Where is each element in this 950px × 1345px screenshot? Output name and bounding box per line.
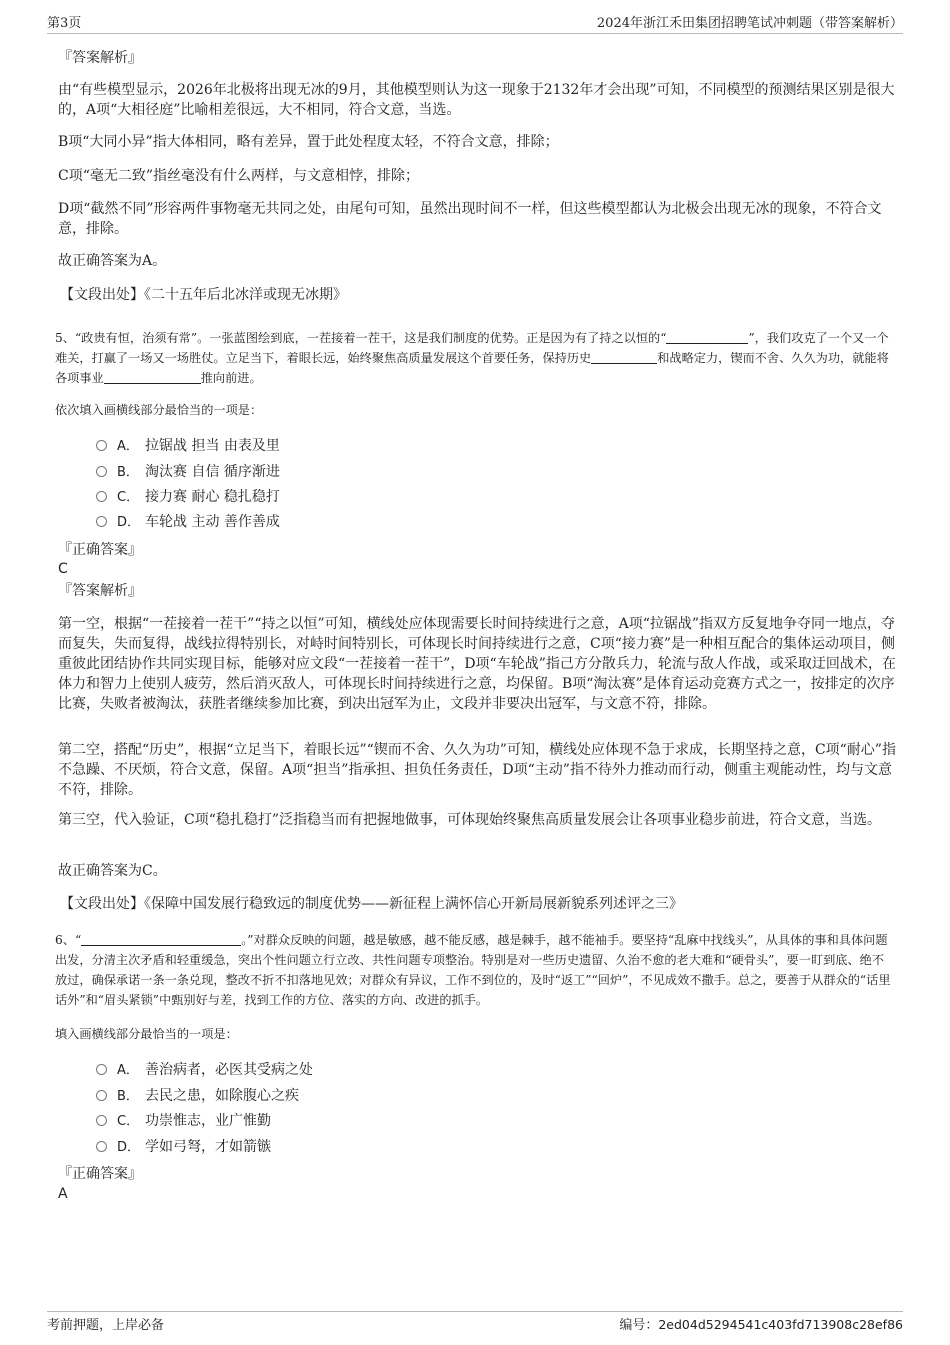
q5-option-a[interactable] xyxy=(96,436,280,457)
radio-icon[interactable] xyxy=(96,1064,107,1075)
option-text: 接力赛 耐心 稳扎稳打 xyxy=(145,489,280,505)
radio-icon[interactable] xyxy=(96,466,107,477)
header-divider xyxy=(47,33,903,34)
q4-analysis-p1: 由“有些模型显示，2026年北极将出现无冰的9月，其他模型则认为这一现象于2132年才会出现”可知，不同模型的预测结果区别是很大的，A项“大相径庭”比喻相差很远，大不相同，符合文意，当选。 xyxy=(58,82,895,118)
option-letter: B． xyxy=(117,465,139,480)
option-text: 车轮战 主动 善作善成 xyxy=(145,514,280,530)
q6-answer-label: 『正确答案』 xyxy=(58,1166,142,1182)
q5-stem-part1: 5、“政贵有恒，治须有常”。一张蓝图绘到底，一茬接着一茬干，这是我们制度的优势。正是因为有了持之以恒的“ xyxy=(55,331,667,345)
footer-code-label: 编号： xyxy=(619,1318,659,1333)
footer-code-value: 2ed04d5294541c403fd713908c28ef86 xyxy=(658,1317,903,1332)
radio-icon[interactable] xyxy=(96,1141,107,1152)
radio-icon[interactable] xyxy=(96,440,107,451)
q5-option-c[interactable] xyxy=(96,487,280,508)
q5-stem xyxy=(55,328,896,388)
q5-source: 【文段出处】《保障中国发展行稳致远的制度优势——新征程上满怀信心开新局展新貌系列述评之三》 xyxy=(60,896,683,912)
option-text: 去民之患，如除腹心之疾 xyxy=(145,1088,299,1104)
q5-stem-part2: ”，我们攻克了一个又一个难关，打赢了一场又一场胜仗。立足当下，着眼长远，始终聚焦高质量发展这个首要任务，保持历史 xyxy=(55,331,889,365)
q6-prompt: 填入画横线部分最恰当的一项是： xyxy=(55,1027,238,1041)
q4-analysis-label: 『答案解析』 xyxy=(58,50,142,66)
option-letter: C． xyxy=(117,1114,140,1129)
option-letter: A． xyxy=(117,439,139,454)
q6-option-b[interactable] xyxy=(96,1086,299,1107)
q6-stem-part2: 。”对群众反映的问题，越是敏感，越不能反感，越是棘手，越不能袖手。要坚持“乱麻中找线头”，从具体的事和具体问题出发，分清主次矛盾和轻重缓急，突出个性问题立行立改、共性问题专项整治。特别是对一些历史遗留、久治不愈的老大难和“硬骨头”，要一盯到底、绝不放过，确保承诺一条一条兑现，整改不折不扣落地见效；对群众有异议，工作不到位的，及时“返工”“回炉”，不见成效不撒手。总之，要善于从群众的“话里话外”和“眉头紧锁”中甄别好与差，找到工作的方位、落实的方向、改进的抓手。 xyxy=(55,933,891,1007)
q6-answer: A xyxy=(58,1186,68,1202)
q5-analysis-p1: 第一空，根据“一茬接着一茬干”“持之以恒”可知，横线处应体现需要长时间持续进行之意，A项“拉锯战”指双方反复地争夺同一地点，夺而复失，失而复得，战线拉得特别长，对峙时间特别长，可体现长时间持续进行之意，C项“接力赛”是一种相互配合的集体运动项目，侧重彼此团结协作共同实现目标，能够对应文段“一茬接着一茬干”，D项“车轮战”指己方分散兵力，轮流与敌人作战，或采取迂回战术，在体力和智力上使别人疲劳，然后消灭敌人，可体现长时间持续进行之意，均保留。B项“淘汰赛”是体育运动竞赛方式之一，按排定的次序比赛，失败者被淘汰，获胜者继续参加比赛，到决出冠军为止，文段并非要决出冠军，与文意不符，排除。 xyxy=(58,616,896,712)
q5-blank-3 xyxy=(104,370,201,384)
q5-prompt: 依次填入画横线部分最恰当的一项是： xyxy=(55,403,263,417)
q5-stem-part3: 和战略定力，锲而不舍、久久为功，就能将各项事业 xyxy=(55,351,889,385)
q5-analysis-p2: 第二空，搭配“历史”，根据“立足当下，着眼长远”“锲而不舍、久久为功”可知，横线处应体现不急于求成，长期坚持之意，C项“耐心”指不急躁、不厌烦，符合文意，保留。A项“担当”指承担、担负任务责任，D项“主动”指不待外力推动而行动，侧重主观能动性，均与文意不符，排除。 xyxy=(58,742,896,798)
q5-blank-2 xyxy=(591,350,657,364)
q5-conclusion: 故正确答案为C。 xyxy=(58,863,167,879)
q6-blank xyxy=(81,932,241,946)
q4-analysis-p4: D项“截然不同”形容两件事物毫无共同之处，由尾句可知，虽然出现时间不一样，但这些模型都认为北极会出现无冰的现象，不符合文意，排除。 xyxy=(58,201,882,237)
option-text: 功崇惟志，业广惟勤 xyxy=(145,1113,271,1129)
option-text: 拉锯战 担当 由表及里 xyxy=(145,438,280,454)
option-letter: B． xyxy=(117,1089,139,1104)
footer-code xyxy=(619,1314,903,1333)
q5-analysis-label: 『答案解析』 xyxy=(58,583,142,599)
document-title: 2024年浙江禾田集团招聘笔试冲刺题（带答案解析） xyxy=(596,16,903,31)
option-text: 淘汰赛 自信 循序渐进 xyxy=(145,464,280,480)
option-letter: A． xyxy=(117,1063,139,1078)
radio-icon[interactable] xyxy=(96,516,107,527)
q4-analysis-p2: B项“大同小异”指大体相同，略有差异，置于此处程度太轻，不符合文意，排除； xyxy=(58,134,559,150)
q4-analysis-p3: C项“毫无二致”指丝毫没有什么两样，与文意相悖，排除； xyxy=(58,168,420,184)
q6-option-a[interactable] xyxy=(96,1060,313,1081)
radio-icon[interactable] xyxy=(96,1115,107,1126)
q6-stem-part1: 6、“ xyxy=(55,933,82,947)
option-text: 善治病者，必医其受病之处 xyxy=(145,1062,313,1078)
option-letter: C． xyxy=(117,490,140,505)
footer-divider xyxy=(47,1311,903,1312)
q6-option-d[interactable] xyxy=(96,1137,271,1158)
q6-stem xyxy=(55,930,896,1010)
footer-slogan: 考前押题，上岸必备 xyxy=(47,1318,165,1333)
q5-analysis-p3: 第三空，代入验证，C项“稳扎稳打”泛指稳当而有把握地做事，可体现始终聚焦高质量发展会让各项事业稳步前进，符合文意，当选。 xyxy=(58,812,882,828)
option-text: 学如弓弩，才如箭镞 xyxy=(145,1139,271,1155)
q5-answer: C xyxy=(58,561,68,577)
q5-blank-1 xyxy=(666,330,748,344)
q5-option-d[interactable] xyxy=(96,512,280,533)
q4-source: 【文段出处】《二十五年后北冰洋或现无冰期》 xyxy=(60,287,347,303)
page-number: 第3页 xyxy=(47,16,82,31)
radio-icon[interactable] xyxy=(96,1090,107,1101)
q5-option-b[interactable] xyxy=(96,462,280,483)
option-letter: D． xyxy=(117,515,141,530)
q6-option-c[interactable] xyxy=(96,1111,271,1132)
option-letter: D． xyxy=(117,1140,141,1155)
radio-icon[interactable] xyxy=(96,491,107,502)
q5-answer-label: 『正确答案』 xyxy=(58,542,142,558)
q4-conclusion: 故正确答案为A。 xyxy=(58,253,167,269)
q5-stem-part4: 推向前进。 xyxy=(200,371,262,385)
